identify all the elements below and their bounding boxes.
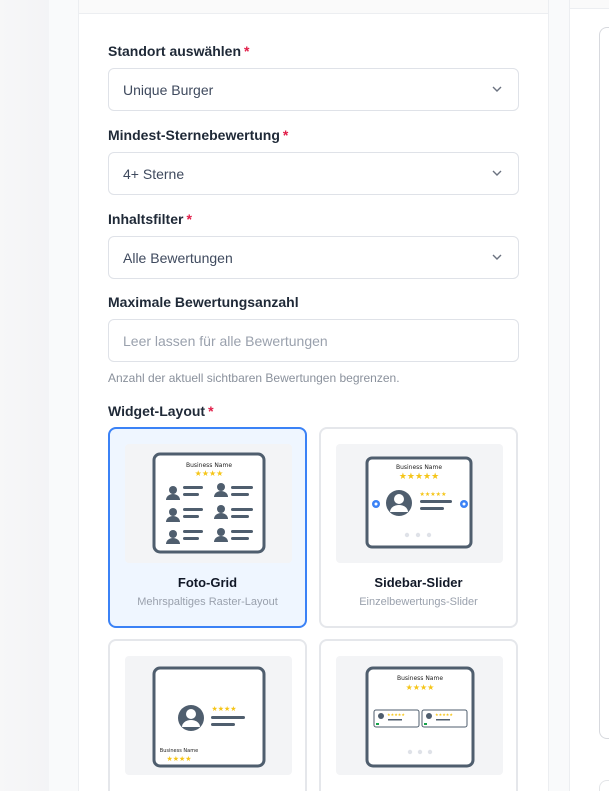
layout-preview bbox=[336, 444, 503, 563]
layout-preview bbox=[125, 444, 292, 563]
min-rating-select[interactable] bbox=[108, 152, 519, 195]
location-select[interactable] bbox=[108, 68, 519, 111]
max-reviews-input[interactable] bbox=[108, 319, 519, 362]
preview-frame bbox=[599, 27, 609, 739]
svg-text:Business Name: Business Name bbox=[396, 675, 444, 682]
carousel-preview-icon bbox=[336, 656, 503, 775]
sidebar-slider-preview-icon bbox=[336, 444, 503, 563]
min-rating-select-value: 4+ Sterne bbox=[123, 165, 185, 182]
layout-preview bbox=[125, 656, 292, 775]
max-reviews-placeholder: Leer lassen für alle Bewertungen bbox=[123, 332, 328, 349]
min-rating-label-text: Mindest-Sternebewertung bbox=[108, 127, 280, 143]
max-reviews-label-text: Maximale Bewertungsanzahl bbox=[108, 294, 299, 310]
svg-text:★★★★: ★★★★ bbox=[194, 469, 224, 478]
content-filter-select-value: Alle Bewertungen bbox=[123, 249, 233, 266]
layout-option-sidebar-slider[interactable] bbox=[319, 427, 518, 628]
chevron-down-icon bbox=[492, 84, 502, 94]
content-filter-label-text: Inhaltsfilter bbox=[108, 211, 184, 227]
max-reviews-label bbox=[108, 294, 299, 310]
layout-option-photo-grid[interactable] bbox=[108, 427, 307, 628]
min-rating-label bbox=[108, 127, 288, 143]
svg-text:★★★★: ★★★★ bbox=[405, 683, 435, 692]
svg-text:Business Name: Business Name bbox=[395, 464, 443, 471]
photo-grid-preview-icon bbox=[125, 444, 292, 563]
svg-text:★★★★: ★★★★ bbox=[211, 705, 237, 713]
layout-option-4[interactable] bbox=[319, 639, 518, 791]
content-filter-select[interactable] bbox=[108, 236, 519, 279]
content-filter-label bbox=[108, 211, 192, 227]
layout-title: Foto-Grid bbox=[177, 575, 238, 590]
layout-title: Sidebar-Slider bbox=[374, 575, 463, 590]
location-label-text: Standort auswählen bbox=[108, 43, 242, 59]
svg-text:★★★★★: ★★★★★ bbox=[419, 491, 447, 498]
required-mark: * bbox=[282, 127, 289, 143]
widget-layout-label-text: Widget-Layout bbox=[108, 403, 206, 419]
location-select-value: Unique Burger bbox=[123, 81, 214, 98]
svg-text:Business Name: Business Name bbox=[185, 462, 233, 469]
svg-text:★★★★★: ★★★★★ bbox=[398, 472, 440, 482]
preview-panel bbox=[569, 0, 609, 791]
max-reviews-help-text: Anzahl der aktuell sichtbaren Bewertungen begrenzen. bbox=[108, 371, 400, 385]
preview-panel-header bbox=[570, 0, 609, 9]
layout-subtitle: Mehrspaltiges Raster-Layout bbox=[137, 596, 278, 608]
layout-preview bbox=[336, 656, 503, 775]
layout-subtitle: Einzelbewertungs-Slider bbox=[359, 596, 478, 608]
widget-layout-label bbox=[108, 403, 214, 419]
single-review-preview-icon bbox=[125, 656, 292, 775]
chevron-down-icon bbox=[492, 168, 502, 178]
svg-text:★★★★★: ★★★★★ bbox=[435, 712, 453, 717]
layout-option-3[interactable] bbox=[108, 639, 307, 791]
location-label bbox=[108, 43, 249, 59]
chevron-down-icon bbox=[492, 252, 502, 262]
background-shade bbox=[0, 0, 49, 791]
svg-text:★★★★★: ★★★★★ bbox=[387, 712, 405, 717]
required-mark: * bbox=[186, 211, 192, 227]
required-mark: * bbox=[244, 43, 250, 59]
preview-frame-secondary bbox=[599, 780, 609, 791]
required-mark: * bbox=[208, 403, 214, 419]
svg-text:★★★★: ★★★★ bbox=[166, 755, 192, 763]
svg-text:Business Name: Business Name bbox=[159, 748, 199, 754]
panel-header bbox=[79, 0, 548, 14]
